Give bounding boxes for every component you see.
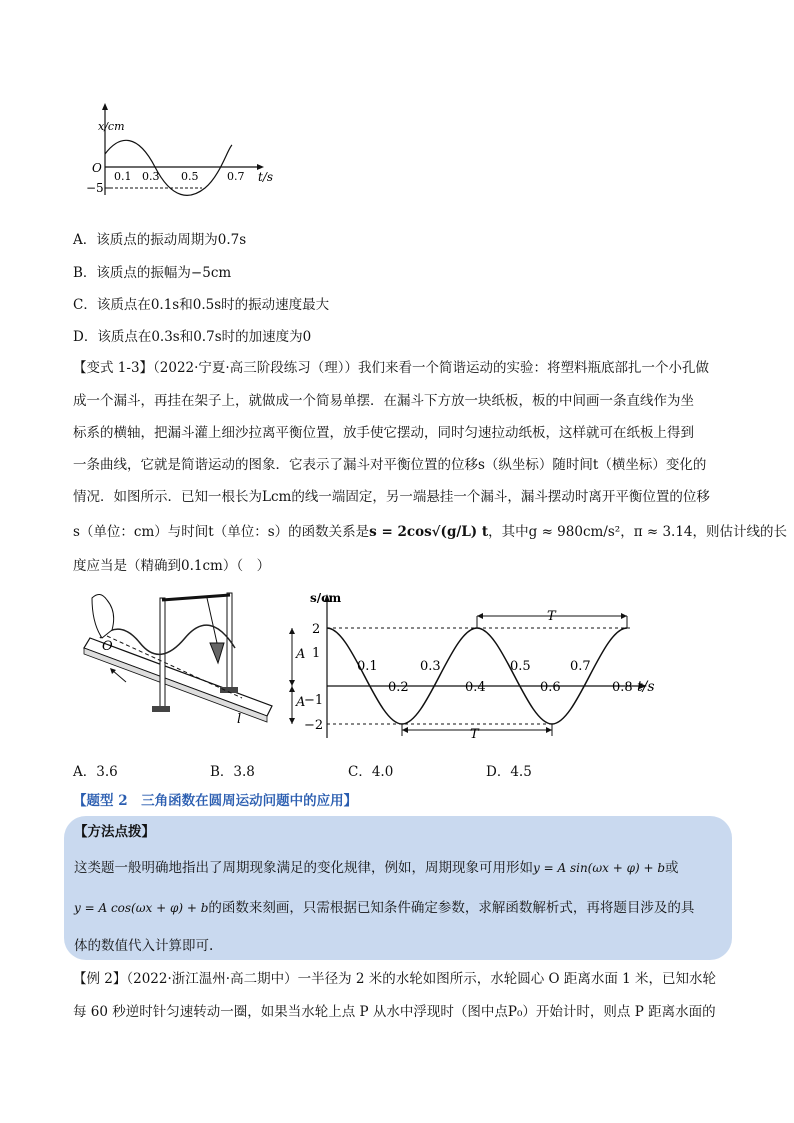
q1-choice-d[interactable]: D．该质点在0.3s和0.7s时的加速度为0 bbox=[73, 329, 312, 345]
q2-choice-d[interactable]: D．4.5 bbox=[486, 764, 532, 780]
x-label: t/s bbox=[258, 170, 274, 184]
base-left bbox=[152, 706, 170, 712]
xtick-0.4: 0.4 bbox=[465, 680, 486, 695]
y-label: s/cm bbox=[310, 591, 342, 605]
hand bbox=[92, 594, 114, 638]
stand-top bbox=[162, 595, 230, 600]
funnel bbox=[210, 643, 224, 663]
x-label: t/s bbox=[637, 679, 655, 695]
variant-line-4: 一条曲线，它就是简谐运动的图象．它表示了漏斗对平衡位置的位移s（纵坐标）随时间t（横坐标）变化的 bbox=[73, 457, 707, 473]
q2-choice-b[interactable]: B．3.8 bbox=[210, 764, 255, 780]
method-line-1a: 这类题一般明确地指出了周期现象满足的变化规律，例如，周期现象可用形如 bbox=[74, 860, 533, 876]
variant-line-6 bbox=[73, 520, 787, 540]
origin-label: O bbox=[92, 161, 102, 175]
variant-line-7: 度应当是（精确到0.1cm）（ ） bbox=[73, 558, 271, 574]
board-edge bbox=[84, 648, 267, 722]
xtick-0.8: 0.8 bbox=[612, 680, 633, 695]
xtick-0.1: 0.1 bbox=[357, 659, 378, 674]
variant-line-3: 标系的横轴，把漏斗灌上细沙拉离平衡位置，放手使它摆动，同时匀速拉动纸板，这样就可在纸板上得到 bbox=[73, 425, 694, 441]
formula-sin: y = A sin(ωx + φ) + b bbox=[533, 861, 666, 875]
ytick-1: 1 bbox=[312, 646, 321, 661]
method-line-1b: 或 bbox=[665, 860, 679, 876]
displacement-graph bbox=[80, 100, 280, 210]
tick-0.5: 0.5 bbox=[181, 170, 199, 183]
method-line-3: 体的数值代入计算即可. bbox=[74, 938, 214, 954]
tick-0.3: 0.3 bbox=[142, 170, 160, 183]
example-line-2: 每 60 秒逆时针匀速转动一圈，如果当水轮上点 P 从水中浮现时（图中点P₀）开始计时，则点 P 距离水面的 bbox=[73, 1004, 716, 1020]
formula-cos: y = A cos(ωx + φ) + b bbox=[74, 901, 209, 915]
ytick-neg2: −2 bbox=[304, 718, 324, 733]
period-label-bottom: T bbox=[470, 727, 479, 742]
neg5-label: −5 bbox=[86, 181, 104, 195]
xtick-0.2: 0.2 bbox=[388, 680, 409, 695]
q2-choice-a[interactable]: A．3.6 bbox=[73, 764, 118, 780]
variant-line-6b: ，其中g ≈ 980cm/s²，π ≈ 3.14，则估计线的长 bbox=[488, 524, 788, 540]
y-label: x/cm bbox=[98, 120, 125, 133]
method-line-1 bbox=[74, 858, 679, 878]
q2-choice-c[interactable]: C．4.0 bbox=[348, 764, 394, 780]
example-line-1: 【例 2】（2022·浙江温州·高二期中）一半径为 2 米的水轮如图所示，水轮圆心 O 距离水面 1 米，已知水轮 bbox=[73, 971, 717, 987]
xtick-0.6: 0.6 bbox=[540, 680, 561, 695]
xtick-0.7: 0.7 bbox=[570, 659, 591, 674]
q1-choice-a[interactable]: A．该质点的振动周期为0.7s bbox=[73, 232, 247, 248]
method-line-2 bbox=[74, 898, 694, 918]
line-l: l bbox=[237, 712, 242, 727]
tick-0.1: 0.1 bbox=[114, 170, 132, 183]
xtick-0.3: 0.3 bbox=[420, 659, 441, 674]
ytick-neg1: −1 bbox=[304, 693, 324, 708]
variant-line-2: 成一个漏斗，再挂在架子上，就做成一个简易单摆．在漏斗下方放一块纸板，板的中间画一条直线作为坐 bbox=[73, 393, 694, 409]
variant-line-6a: s（单位：cm）与时间t（单位：s）的函数关系是 bbox=[73, 524, 370, 540]
variant-line-1: 【变式 1-3】（2022·宁夏·高三阶段练习（理））我们来看一个简谐运动的实验：将塑料瓶底部扎一个小孔做 bbox=[73, 360, 709, 376]
period-label-top: T bbox=[547, 609, 556, 624]
method-title: 【方法点拨】 bbox=[74, 824, 155, 840]
y-axis-arrow bbox=[102, 103, 108, 110]
variant-line-5: 情况．如图所示．已知一根长为Lcm的线一端固定，另一端悬挂一个漏斗，漏斗摆动时离开平衡位置的位移 bbox=[73, 489, 710, 505]
tick-0.7: 0.7 bbox=[227, 170, 245, 183]
section-title: 【题型 2 三角函数在圆周运动问题中的应用】 bbox=[73, 793, 358, 809]
point-o: O bbox=[102, 639, 113, 654]
string bbox=[207, 598, 217, 643]
sine-curve bbox=[105, 140, 232, 195]
q1-choice-b[interactable]: B．该质点的振幅为−5cm bbox=[73, 265, 232, 281]
q1-choice-c[interactable]: C．该质点在0.1s和0.5s时的振动速度最大 bbox=[73, 297, 330, 313]
amp-label-lower: A bbox=[296, 695, 306, 710]
sand-pendulum-graph bbox=[282, 588, 674, 748]
method-line-2b: 的函数来刻画，只需根据已知条件确定参数，求解函数解析式，再将题目涉及的具 bbox=[208, 900, 695, 916]
pendulum-figure bbox=[72, 588, 282, 738]
ytick-2: 2 bbox=[312, 622, 321, 637]
amp-label-upper: A bbox=[296, 647, 306, 662]
xtick-0.5: 0.5 bbox=[510, 659, 531, 674]
cos-formula: s = 2cos√(g/L) t bbox=[369, 524, 489, 540]
cos-curve bbox=[327, 628, 627, 724]
